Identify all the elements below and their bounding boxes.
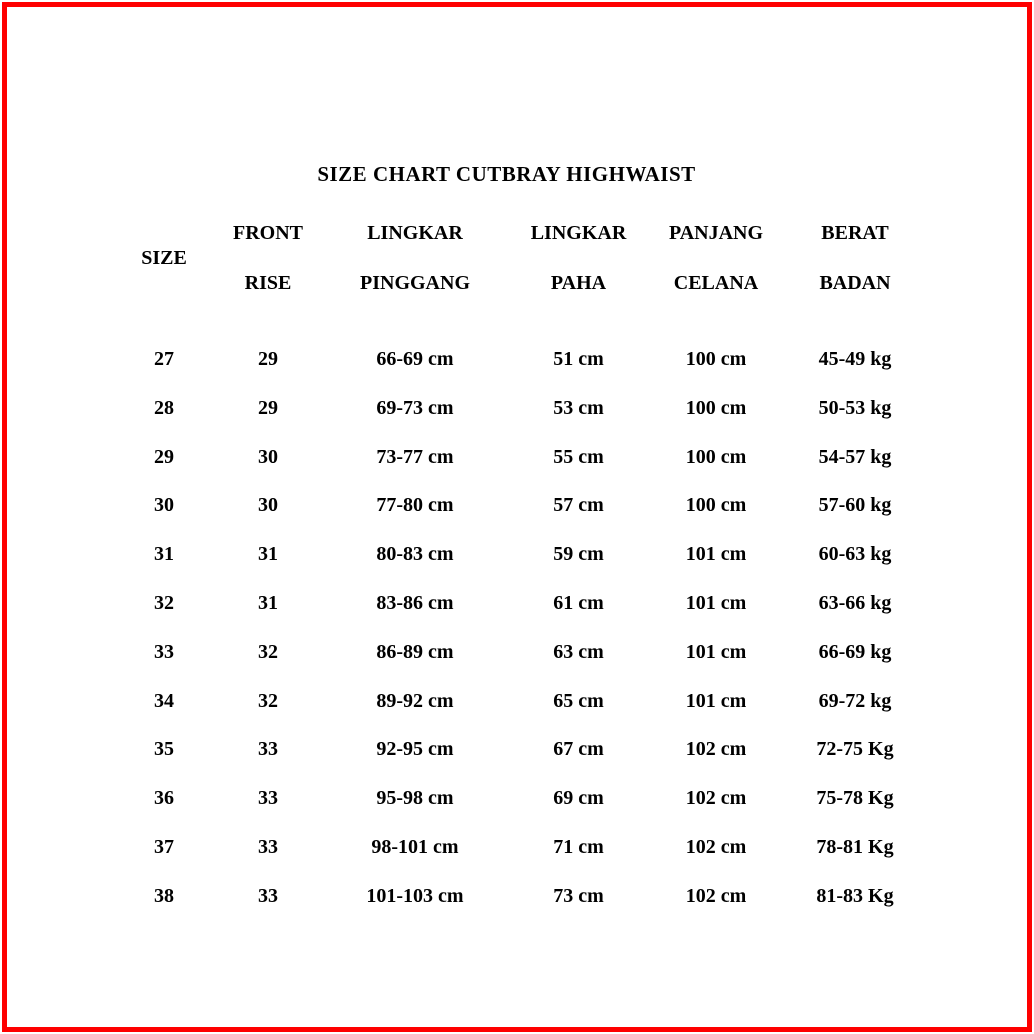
table-cell: 102 cm (685, 738, 747, 761)
table-cell: 101 cm (685, 591, 747, 614)
table-cell: 72-75 Kg (816, 738, 894, 761)
table-cell: 31 (154, 543, 174, 566)
column-header-berat-badan (797, 208, 913, 308)
table-cell: 53 cm (553, 396, 604, 419)
table-cell: 101 cm (685, 640, 747, 663)
table-cell: 57 cm (553, 494, 604, 517)
table-row (100, 677, 913, 726)
table-cell: 101-103 cm (366, 884, 464, 907)
column-header-label: LINGKAR (530, 222, 627, 244)
table-cell: 60-63 kg (818, 543, 892, 566)
chart-title: SIZE CHART CUTBRAY HIGHWAIST (317, 162, 696, 186)
table-cell: 81-83 Kg (816, 884, 894, 907)
table-cell: 33 (154, 640, 174, 663)
column-header-lingkar-paha (522, 208, 635, 308)
column-header-label: BERAT (821, 222, 889, 244)
table-cell: 100 cm (685, 348, 747, 370)
column-header-label: PINGGANG (360, 272, 470, 294)
table-cell: 66-69 cm (376, 348, 454, 370)
table-body (100, 335, 913, 921)
table-cell: 30 (258, 445, 278, 468)
table-row (100, 725, 913, 774)
table-cell: 57-60 kg (818, 494, 892, 517)
table-cell: 33 (258, 787, 278, 810)
table-row (100, 530, 913, 579)
column-header-label: LINGKAR (367, 222, 463, 244)
table-cell: 30 (258, 494, 278, 517)
table-cell: 101 cm (685, 543, 747, 566)
table-cell: 92-95 cm (376, 738, 454, 761)
table-cell: 89-92 cm (376, 689, 454, 712)
table-cell: 32 (258, 640, 278, 663)
column-header-label: BADAN (819, 272, 891, 294)
table-cell: 66-69 kg (818, 640, 892, 663)
table-cell: 86-89 cm (376, 640, 454, 663)
table-header-row (100, 208, 913, 308)
table-cell: 101 cm (685, 689, 747, 712)
table-cell: 33 (258, 835, 278, 858)
table-row (100, 872, 913, 921)
table-row (100, 774, 913, 823)
table-cell: 100 cm (685, 396, 747, 419)
size-chart-table (100, 208, 913, 921)
column-header-label: PAHA (550, 272, 607, 294)
table-cell: 27 (154, 348, 174, 370)
table-cell: 69-72 kg (818, 689, 892, 712)
table-cell: 28 (154, 396, 174, 419)
table-cell: 73 cm (553, 884, 604, 907)
table-cell: 78-81 Kg (816, 835, 894, 858)
table-cell: 34 (154, 689, 174, 712)
table-cell: 73-77 cm (376, 445, 454, 468)
table-cell: 71 cm (553, 835, 604, 858)
column-header-panjang-celana (635, 208, 797, 308)
table-cell: 29 (154, 445, 174, 468)
table-cell: 59 cm (553, 543, 604, 566)
table-cell: 100 cm (685, 494, 747, 517)
column-header-size (100, 208, 228, 308)
table-cell: 95-98 cm (376, 787, 454, 810)
table-cell: 50-53 kg (818, 396, 892, 419)
table-cell: 54-57 kg (818, 445, 892, 468)
table-row (100, 481, 913, 530)
table-cell: 31 (258, 591, 278, 614)
table-row (100, 433, 913, 482)
table-cell: 69 cm (553, 787, 604, 810)
column-header-label: FRONT (233, 222, 303, 244)
column-header-front-rise (228, 208, 308, 308)
column-header-label: PANJANG (668, 222, 764, 244)
table-cell: 63 cm (553, 640, 604, 663)
table-cell: 83-86 cm (376, 591, 454, 614)
table-cell: 33 (258, 738, 278, 761)
table-row (100, 579, 913, 628)
column-header-lingkar-pinggang (308, 208, 522, 308)
table-cell: 29 (258, 396, 278, 419)
table-cell: 102 cm (685, 835, 747, 858)
table-cell: 30 (154, 494, 174, 517)
table-cell: 32 (258, 689, 278, 712)
table-cell: 45-49 kg (818, 348, 892, 370)
table-cell: 102 cm (685, 884, 747, 907)
table-cell: 37 (154, 835, 174, 858)
table-cell: 61 cm (553, 591, 604, 614)
table-cell: 75-78 Kg (816, 787, 894, 810)
table-row (100, 384, 913, 433)
column-header-label: RISE (244, 272, 292, 294)
table-cell: 67 cm (553, 738, 604, 761)
column-header-label: CELANA (673, 272, 759, 294)
table-cell: 38 (154, 884, 174, 907)
table-row (100, 628, 913, 677)
table-cell: 80-83 cm (376, 543, 454, 566)
table-cell: 69-73 cm (376, 396, 454, 419)
table-cell: 32 (154, 591, 174, 614)
table-cell: 98-101 cm (371, 835, 459, 858)
column-header-label: SIZE (141, 246, 187, 269)
table-cell: 55 cm (553, 445, 604, 468)
table-cell: 31 (258, 543, 278, 566)
table-cell: 35 (154, 738, 174, 761)
table-cell: 36 (154, 787, 174, 810)
table-cell: 33 (258, 884, 278, 907)
table-cell: 29 (258, 348, 278, 370)
table-cell: 102 cm (685, 787, 747, 810)
table-cell: 65 cm (553, 689, 604, 712)
table-cell: 51 cm (553, 348, 604, 370)
table-cell: 77-80 cm (376, 494, 454, 517)
table-cell: 100 cm (685, 445, 747, 468)
table-cell: 63-66 kg (818, 591, 892, 614)
table-row (100, 823, 913, 872)
table-row (100, 335, 913, 384)
